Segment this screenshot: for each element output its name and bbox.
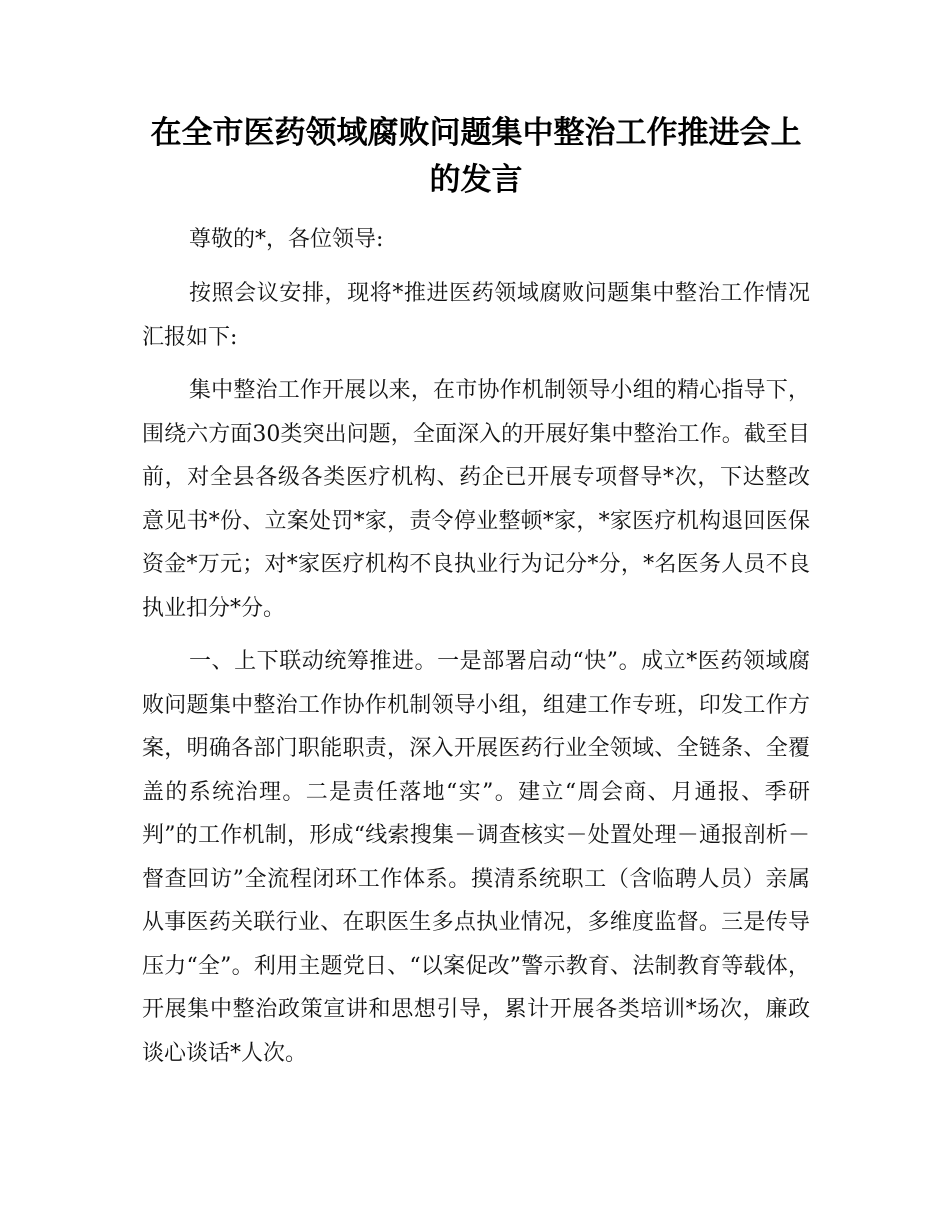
document-title: 在全市医药领域腐败问题集中整治工作推进会上的发言 [150, 115, 802, 198]
paragraph-section-one: 一、上下联动统筹推进。一是部署启动“快”。成立*医药领域腐败问题集中整治工作协作机制领导小组，组建工作专班，印发工作方案，明确各部门职能职责，深入开展医药行业全领域、全链条、全覆盖的系统治理。二是责任落地“实”。建立“周会商、月通报、季研判”的工作机制，形成“线索搜集－调查核实－处置处理－通报剖析－督查回访”全流程闭环工作体系。摸清系统职工（含临聘人员）亲属从事医药关联行业、在职医生多点执业情况，多维度监督。三是传导压力“全”。利用主题党日、“以案促改”警示教育、法制教育等载体，开展集中整治政策宣讲和思想引导，累计开展各类培训*场次，廉政谈心谈话*人次。 [142, 649, 810, 1066]
paragraph-overview: 集中整治工作开展以来，在市协作机制领导小组的精心指导下，围绕六方面30类突出问题，全面深入的开展好集中整治工作。截至目前，对全县各级各类医疗机构、药企已开展专项督导*次，下达整改意见书*份、立案处罚*家，责令停业整顿*家，*家医疗机构退回医保资金*万元；对*家医疗机构不良执业行为记分*分，*名医务人员不良执业扣分*分。 [142, 378, 810, 621]
paragraph-intro: 按照会议安排，现将*推进医药领域腐败问题集中整治工作情况汇报如下: [142, 281, 810, 350]
salutation: 尊敬的*，各位领导: [189, 227, 384, 252]
document-page [142, 110, 810, 1075]
